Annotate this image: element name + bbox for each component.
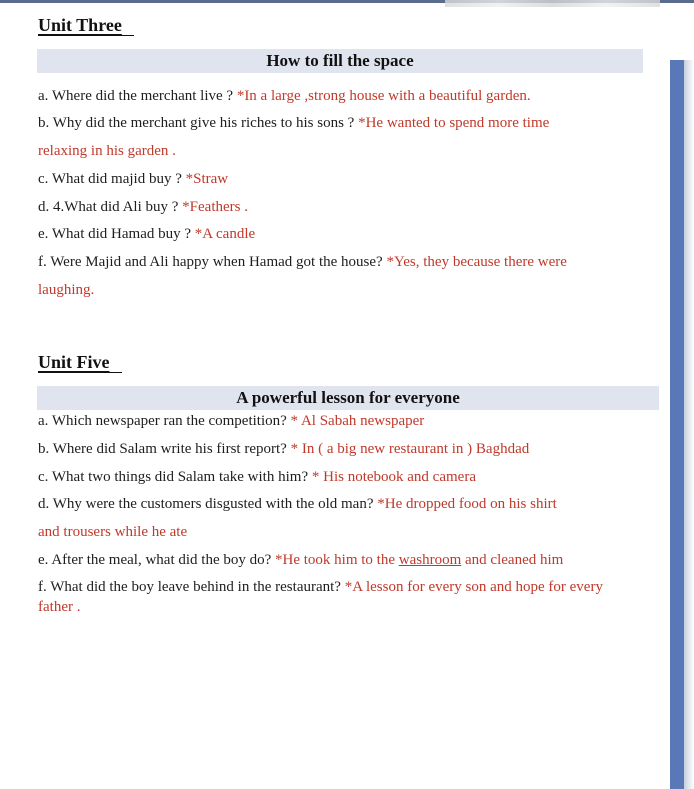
unit-three-question-d (38, 197, 248, 217)
unit-three-answer-f-continued: laughing. (38, 282, 95, 298)
answer-text: * His notebook and camera (311, 469, 476, 485)
unit-three-question-f (38, 252, 567, 272)
answer-underlined-word: washroom (398, 552, 462, 568)
answer-text: *He dropped food on his shirt (377, 496, 557, 512)
question-text: c. What two things did Salam take with him? (38, 469, 312, 485)
question-text: f. Were Majid and Ali happy when Hamad got the house? (38, 254, 387, 270)
answer-text: *A candle (194, 226, 256, 242)
answer-text: *Yes, they because there were (386, 254, 567, 270)
answer-text: *He wanted to spend more time (358, 115, 550, 131)
answer-text (275, 552, 563, 568)
question-text: d. Why were the customers disgusted with the old man? (38, 496, 378, 512)
unit-three-title: How to fill the space (37, 49, 643, 73)
unit-three-question-b (38, 113, 549, 133)
answer-text: *In a large ,strong house with a beautiful garden. (236, 88, 531, 104)
unit-five-question-e (38, 550, 563, 570)
top-faded-text (445, 0, 660, 7)
question-text: b. Why did the merchant give his riches to his sons ? (38, 115, 359, 131)
question-text: e. After the meal, what did the boy do? (38, 552, 276, 568)
question-text: a. Which newspaper ran the competition? (38, 413, 291, 429)
unit-five-answer-f-continued: father . (38, 599, 81, 615)
unit-five-heading: Unit Five (38, 352, 122, 373)
answer-text: *Feathers . (182, 199, 248, 215)
unit-five-question-b (38, 439, 529, 459)
question-text: d. 4.What did Ali buy ? (38, 199, 183, 215)
unit-five-question-a (38, 411, 424, 431)
unit-five-question-d (38, 494, 557, 514)
unit-five-title: A powerful lesson for everyone (37, 386, 659, 410)
unit-three-answer-b-continued: relaxing in his garden . (38, 143, 176, 159)
unit-three-question-e (38, 224, 255, 244)
answer-text: * Al Sabah newspaper (290, 413, 425, 429)
answer-text: * In ( a big new restaurant in ) Baghdad (290, 441, 530, 457)
question-text: c. What did majid buy ? (38, 171, 186, 187)
answer-suffix: and cleaned him (461, 552, 564, 568)
question-text: b. Where did Salam write his first report? (38, 441, 291, 457)
answer-text: *A lesson for every son and hope for every (344, 579, 603, 595)
question-text: f. What did the boy leave behind in the restaurant? (38, 579, 345, 595)
right-side-shadow (684, 60, 694, 789)
unit-three-heading: Unit Three (38, 15, 134, 36)
unit-three-question-a (38, 86, 531, 106)
question-text: a. Where did the merchant live ? (38, 88, 237, 104)
unit-five-answer-d-continued: and trousers while he ate (38, 524, 188, 540)
answer-text: *Straw (185, 171, 229, 187)
question-text: e. What did Hamad buy ? (38, 226, 195, 242)
unit-five-question-c (38, 467, 476, 487)
unit-three-question-c (38, 169, 228, 189)
answer-prefix: *He took him to the (275, 552, 399, 568)
unit-five-question-f (38, 577, 603, 597)
right-side-bar (670, 60, 684, 789)
